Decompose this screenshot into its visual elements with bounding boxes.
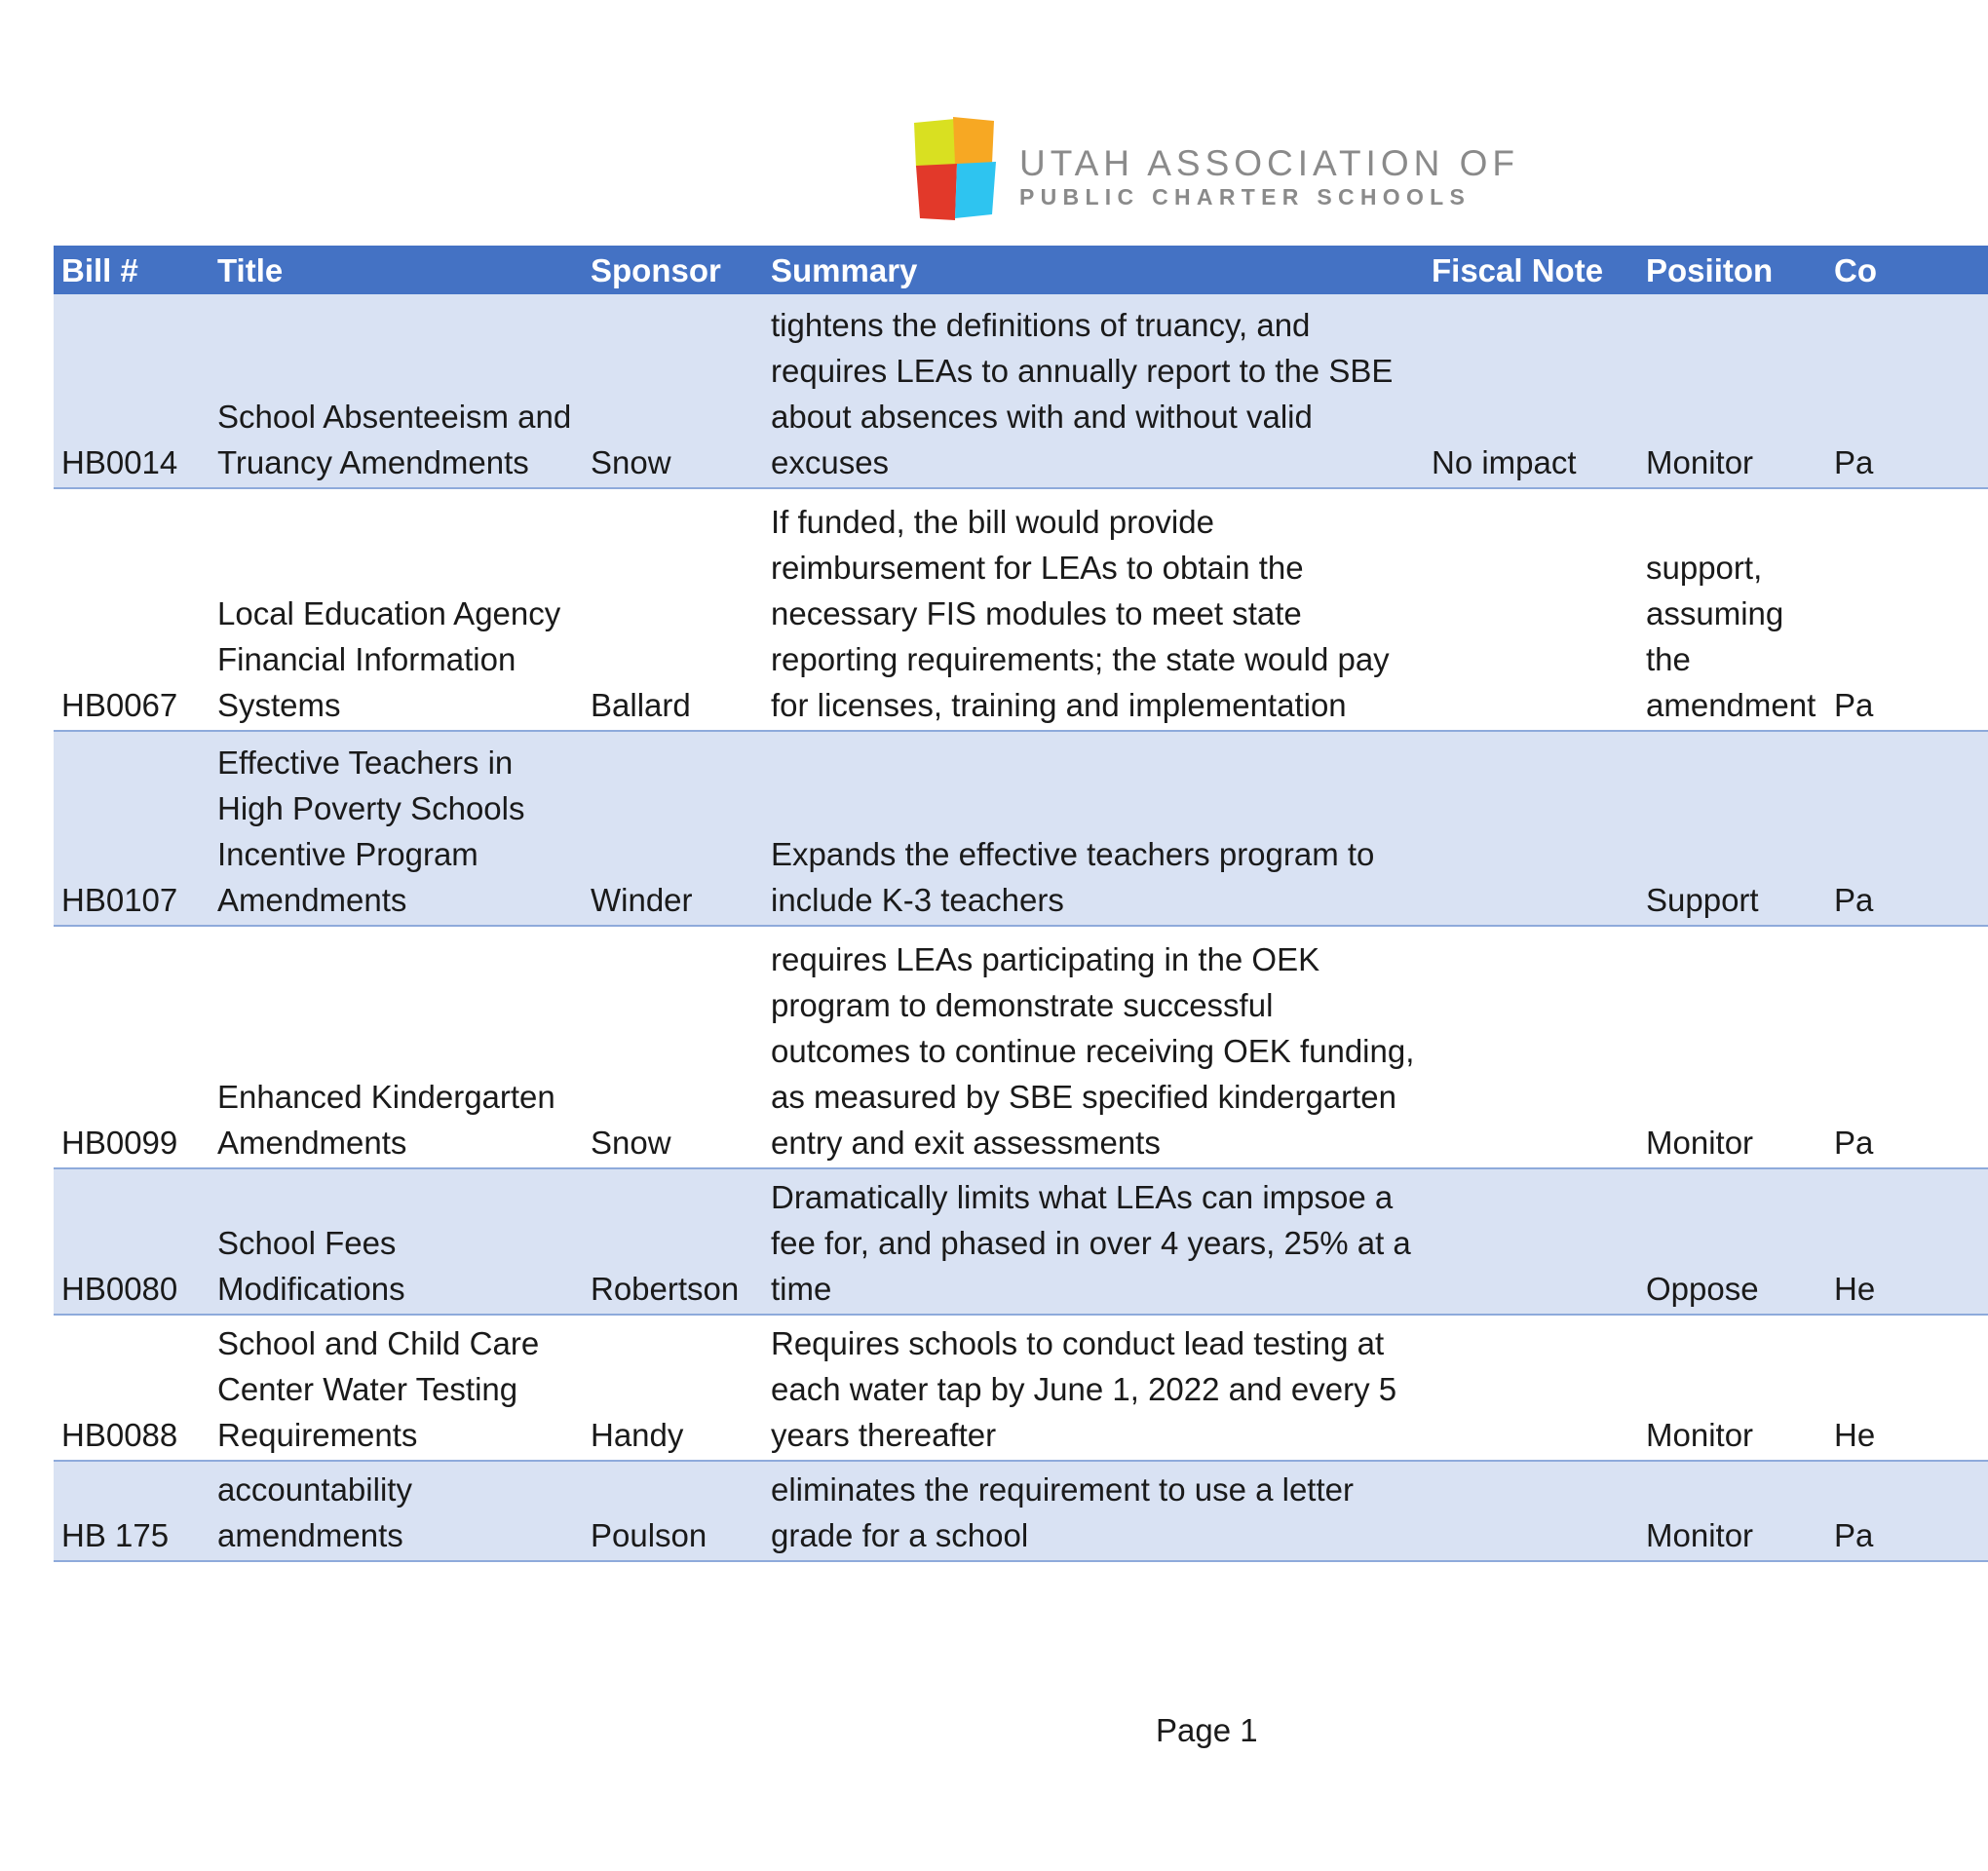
bill-summary: tightens the definitions of truancy, and requires LEAs to annually report to the SBE about absences with and without valid excuses <box>763 294 1424 488</box>
bill-fiscal-note <box>1424 1315 1638 1461</box>
header-committee: Co <box>1826 246 1988 294</box>
uapcs-logo <box>914 117 1518 224</box>
bill-table <box>54 246 1988 1562</box>
bill-number: HB0099 <box>54 926 210 1168</box>
bill-summary: If funded, the bill would provide reimbursement for LEAs to obtain the necessary FIS modules to meet state reporting requirements; the state would pay for licenses, training and implementation <box>763 488 1424 731</box>
bill-title: School and Child Care Center Water Testing Requirements <box>210 1315 583 1461</box>
header-bill: Bill # <box>54 246 210 294</box>
bill-committee: He <box>1826 1168 1988 1315</box>
header-title: Title <box>210 246 583 294</box>
bill-fiscal-note <box>1424 488 1638 731</box>
table-row <box>54 1461 1988 1561</box>
bill-sponsor: Poulson <box>583 1461 763 1561</box>
header-summary: Summary <box>763 246 1424 294</box>
bill-summary: Requires schools to conduct lead testing at each water tap by June 1, 2022 and every 5 years thereafter <box>763 1315 1424 1461</box>
page-number: Page 1 <box>1156 1712 1258 1748</box>
bill-sponsor: Handy <box>583 1315 763 1461</box>
bill-title: Effective Teachers in High Poverty Schools Incentive Program Amendments <box>210 731 583 926</box>
logo-mark-icon <box>914 117 998 220</box>
bill-position: Oppose <box>1638 1168 1826 1315</box>
bill-position: Monitor <box>1638 1315 1826 1461</box>
bill-title: School Absenteeism and Truancy Amendments <box>210 294 583 488</box>
table-row <box>54 1168 1988 1315</box>
bill-number: HB0088 <box>54 1315 210 1461</box>
bill-sponsor: Ballard <box>583 488 763 731</box>
bill-fiscal-note <box>1424 1461 1638 1561</box>
bill-title: Enhanced Kindergarten Amendments <box>210 926 583 1168</box>
bill-title: accountability amendments <box>210 1461 583 1561</box>
logo-line-2: PUBLIC CHARTER SCHOOLS <box>1019 184 1472 210</box>
bill-number: HB0014 <box>54 294 210 488</box>
bill-sponsor: Snow <box>583 294 763 488</box>
table-row <box>54 1315 1988 1461</box>
bill-sponsor: Snow <box>583 926 763 1168</box>
bill-position: Support <box>1638 731 1826 926</box>
table-header-row <box>54 246 1988 294</box>
bill-summary: Dramatically limits what LEAs can impsoe a fee for, and phased in over 4 years, 25% at a time <box>763 1168 1424 1315</box>
bill-committee: Pa <box>1826 294 1988 488</box>
bill-summary: eliminates the requirement to use a letter grade for a school <box>763 1461 1424 1561</box>
bill-summary: requires LEAs participating in the OEK program to demonstrate successful outcomes to continue receiving OEK funding, as measured by SBE specified kindergarten entry and exit assessments <box>763 926 1424 1168</box>
bill-position: Monitor <box>1638 926 1826 1168</box>
bill-number: HB0080 <box>54 1168 210 1315</box>
bill-number: HB0067 <box>54 488 210 731</box>
bill-committee: Pa <box>1826 926 1988 1168</box>
bill-position: support, assuming the amendment <box>1638 488 1826 731</box>
table-row <box>54 488 1988 731</box>
bill-title: Local Education Agency Financial Information Systems <box>210 488 583 731</box>
table-row <box>54 926 1988 1168</box>
bill-committee: He <box>1826 1315 1988 1461</box>
bill-fiscal-note <box>1424 926 1638 1168</box>
header-position: Posiiton <box>1638 246 1826 294</box>
bill-sponsor: Robertson <box>583 1168 763 1315</box>
table-row <box>54 294 1988 488</box>
bill-sponsor: Winder <box>583 731 763 926</box>
bill-fiscal-note <box>1424 731 1638 926</box>
header-sponsor: Sponsor <box>583 246 763 294</box>
bill-title: School Fees Modifications <box>210 1168 583 1315</box>
header-fiscal-note: Fiscal Note <box>1424 246 1638 294</box>
bill-number: HB0107 <box>54 731 210 926</box>
bill-table-container <box>54 246 1877 1553</box>
logo-line-1: UTAH ASSOCIATION OF <box>1019 143 1520 183</box>
bill-fiscal-note <box>1424 1168 1638 1315</box>
bill-committee: Pa <box>1826 488 1988 731</box>
bill-position: Monitor <box>1638 1461 1826 1561</box>
bill-position: Monitor <box>1638 294 1826 488</box>
bill-committee: Pa <box>1826 1461 1988 1561</box>
bill-number: HB 175 <box>54 1461 210 1561</box>
bill-fiscal-note: No impact <box>1424 294 1638 488</box>
bill-committee: Pa <box>1826 731 1988 926</box>
bill-summary: Expands the effective teachers program to include K-3 teachers <box>763 731 1424 926</box>
table-row <box>54 731 1988 926</box>
